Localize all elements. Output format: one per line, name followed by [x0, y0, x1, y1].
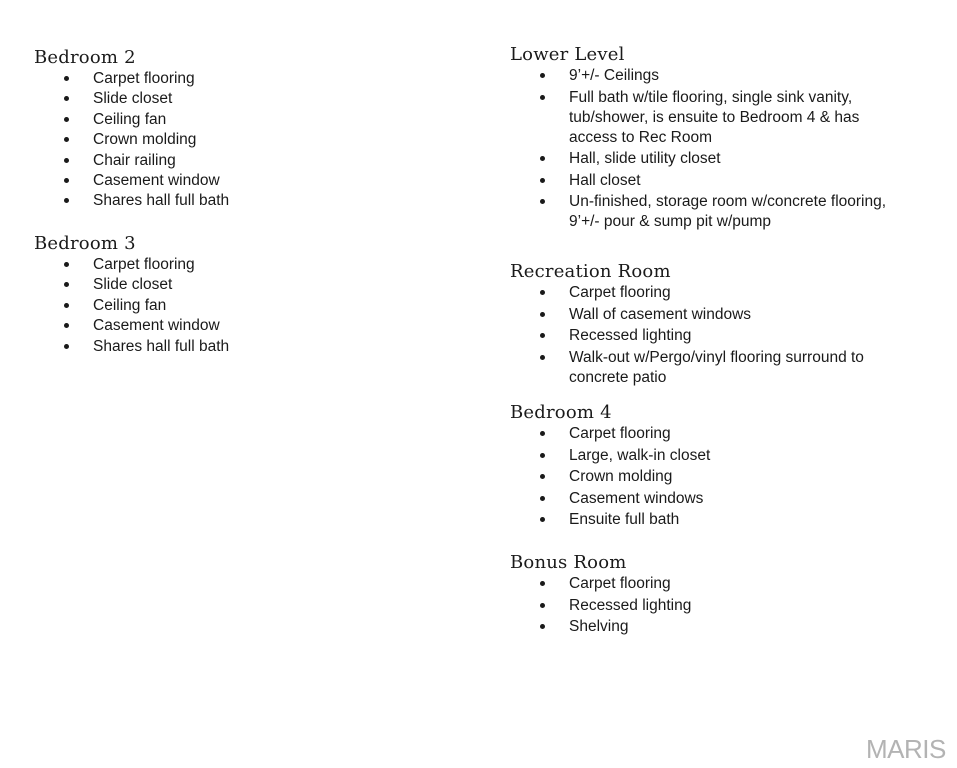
- list-item: Un-finished, storage room w/concrete flooring, 9’+/- pour & sump pit w/pump: [510, 192, 910, 232]
- list-item: Ensuite full bath: [510, 510, 910, 530]
- list-item: Hall closet: [510, 171, 910, 191]
- list-item: Walk-out w/Pergo/vinyl flooring surround to concrete patio: [510, 348, 910, 388]
- section-recreation-room: [510, 262, 910, 389]
- feature-list: [510, 574, 910, 637]
- section-lower-level: [510, 45, 910, 234]
- list-item: Shares hall full bath: [34, 337, 454, 357]
- list-item: Casement windows: [510, 489, 910, 509]
- section-heading: Bonus Room: [510, 552, 627, 573]
- section-heading: Bedroom 4: [510, 402, 612, 423]
- list-item: Ceiling fan: [34, 110, 454, 130]
- section-heading: Bedroom 3: [34, 233, 136, 254]
- section-bonus-room: [510, 553, 910, 639]
- feature-list: [34, 255, 454, 357]
- section-bedroom-2: [34, 48, 454, 212]
- list-item: Wall of casement windows: [510, 305, 910, 325]
- feature-list: [34, 69, 454, 211]
- list-item: Full bath w/tile flooring, single sink vanity, tub/shower, is ensuite to Bedroom 4 & has access to Rec Room: [510, 88, 910, 148]
- section-bedroom-4: [510, 403, 910, 532]
- list-item: Recessed lighting: [510, 326, 910, 346]
- list-item: Slide closet: [34, 89, 454, 109]
- list-item: Shelving: [510, 617, 910, 637]
- list-item: Casement window: [34, 316, 454, 336]
- feature-list: [510, 424, 910, 530]
- list-item: Recessed lighting: [510, 596, 910, 616]
- list-item: Carpet flooring: [510, 424, 910, 444]
- list-item: Ceiling fan: [34, 296, 454, 316]
- list-item: Crown molding: [34, 130, 454, 150]
- list-item: Carpet flooring: [34, 255, 454, 275]
- section-heading: Lower Level: [510, 44, 625, 65]
- list-item: 9’+/- Ceilings: [510, 66, 910, 86]
- section-heading: Bedroom 2: [34, 47, 136, 68]
- maris-watermark: MARIS: [866, 734, 946, 764]
- list-item: Large, walk-in closet: [510, 446, 910, 466]
- section-heading: Recreation Room: [510, 261, 671, 282]
- list-item: Carpet flooring: [510, 283, 910, 303]
- list-item: Chair railing: [34, 151, 454, 171]
- feature-list: [510, 66, 910, 232]
- list-item: Hall, slide utility closet: [510, 149, 910, 169]
- list-item: Slide closet: [34, 275, 454, 295]
- list-item: Carpet flooring: [34, 69, 454, 89]
- list-item: Casement window: [34, 171, 454, 191]
- list-item: Crown molding: [510, 467, 910, 487]
- feature-list: [510, 283, 910, 388]
- list-item: Carpet flooring: [510, 574, 910, 594]
- section-bedroom-3: [34, 234, 454, 357]
- list-item: Shares hall full bath: [34, 191, 454, 211]
